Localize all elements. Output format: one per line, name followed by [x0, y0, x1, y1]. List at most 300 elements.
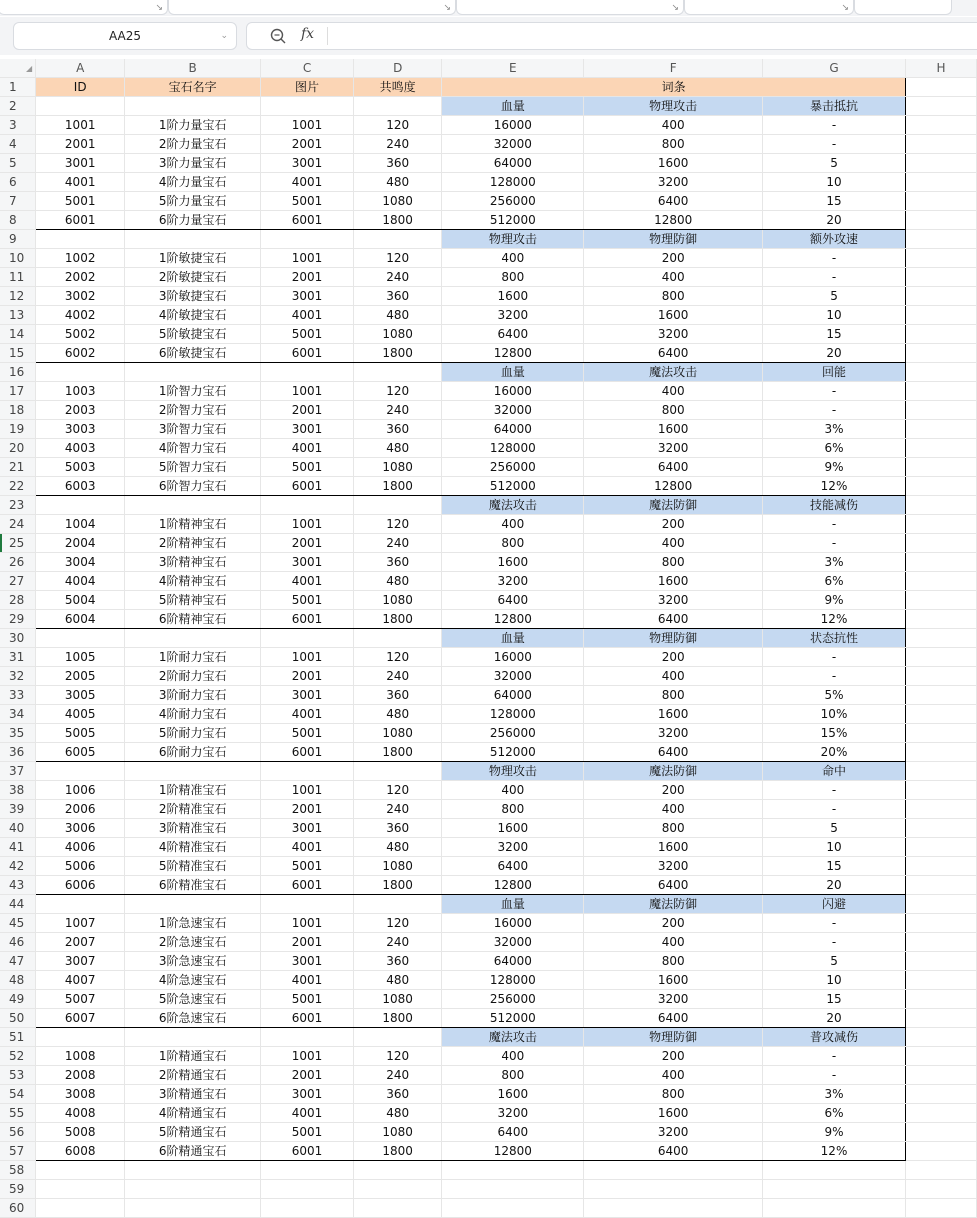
cell[interactable]: 120 [354, 116, 442, 135]
cell[interactable]: 480 [354, 306, 442, 325]
cell[interactable]: 12% [763, 477, 906, 496]
cell[interactable] [905, 686, 976, 705]
cell[interactable] [261, 762, 354, 781]
cell[interactable]: 5001 [261, 857, 354, 876]
cell[interactable] [36, 895, 125, 914]
cell[interactable] [36, 363, 125, 382]
cell[interactable]: 9% [763, 591, 906, 610]
cell[interactable] [905, 1123, 976, 1142]
cell[interactable]: 2001 [36, 135, 125, 154]
cell[interactable] [905, 173, 976, 192]
row-header[interactable]: 18 [0, 401, 36, 420]
row-header[interactable]: 46 [0, 933, 36, 952]
row-header[interactable]: 48 [0, 971, 36, 990]
cell[interactable]: 800 [584, 1085, 763, 1104]
name-box[interactable] [13, 22, 237, 50]
cell[interactable] [905, 135, 976, 154]
cell[interactable]: 6400 [584, 344, 763, 363]
row-header[interactable]: 17 [0, 382, 36, 401]
row-header[interactable]: 9 [0, 230, 36, 249]
header-id[interactable]: ID [36, 78, 125, 97]
cell[interactable] [125, 895, 261, 914]
cell[interactable]: 480 [354, 173, 442, 192]
cell[interactable]: 5阶力量宝石 [125, 192, 261, 211]
cell[interactable]: 5阶精准宝石 [125, 857, 261, 876]
cell[interactable]: 2阶精通宝石 [125, 1066, 261, 1085]
stat-header[interactable]: 魔法攻击 [442, 1028, 584, 1047]
cell[interactable]: 20 [763, 211, 906, 230]
cell[interactable]: 400 [584, 268, 763, 287]
cell[interactable]: 3% [763, 1085, 906, 1104]
cell[interactable]: 1阶急速宝石 [125, 914, 261, 933]
cell[interactable]: 4001 [261, 971, 354, 990]
cell[interactable] [905, 325, 976, 344]
cell[interactable]: 2005 [36, 667, 125, 686]
cell[interactable]: 1阶精神宝石 [125, 515, 261, 534]
cell[interactable]: 5阶敏捷宝石 [125, 325, 261, 344]
cell[interactable]: 3200 [584, 724, 763, 743]
cell[interactable]: 2002 [36, 268, 125, 287]
dialog-launcher-icon[interactable]: ↘ [443, 3, 451, 13]
cell[interactable]: 800 [442, 800, 584, 819]
cell[interactable]: 800 [584, 401, 763, 420]
cell[interactable] [905, 97, 976, 116]
cell[interactable] [763, 1161, 906, 1180]
cell[interactable] [905, 363, 976, 382]
stat-header[interactable]: 暴击抵抗 [763, 97, 906, 116]
row-header[interactable]: 8 [0, 211, 36, 230]
cell[interactable] [442, 1161, 584, 1180]
cell[interactable]: 5001 [261, 1123, 354, 1142]
cell[interactable]: 1080 [354, 325, 442, 344]
cell[interactable]: 1600 [442, 553, 584, 572]
cell[interactable] [125, 1028, 261, 1047]
row-header[interactable]: 31 [0, 648, 36, 667]
cell[interactable]: 9% [763, 458, 906, 477]
cell[interactable]: 512000 [442, 743, 584, 762]
cell[interactable]: 10 [763, 173, 906, 192]
row-header[interactable]: 5 [0, 154, 36, 173]
cell[interactable]: 4001 [261, 705, 354, 724]
cell[interactable]: 1阶智力宝石 [125, 382, 261, 401]
cell[interactable]: 240 [354, 268, 442, 287]
cell[interactable]: 1600 [584, 154, 763, 173]
cell[interactable]: 4阶精通宝石 [125, 1104, 261, 1123]
cell[interactable]: 32000 [442, 401, 584, 420]
cell[interactable]: 64000 [442, 952, 584, 971]
column-header-d[interactable]: D [354, 59, 442, 78]
cell[interactable]: 1800 [354, 1009, 442, 1028]
cell[interactable] [36, 762, 125, 781]
cell[interactable]: 6阶精通宝石 [125, 1142, 261, 1161]
cell[interactable]: 480 [354, 1104, 442, 1123]
cell[interactable]: 4004 [36, 572, 125, 591]
cell[interactable]: 3200 [442, 838, 584, 857]
row-header[interactable]: 32 [0, 667, 36, 686]
cell[interactable]: 4阶智力宝石 [125, 439, 261, 458]
cell[interactable]: 64000 [442, 420, 584, 439]
cell[interactable]: 1080 [354, 857, 442, 876]
stat-header[interactable]: 血量 [442, 97, 584, 116]
cell[interactable] [905, 230, 976, 249]
cell[interactable]: 5 [763, 154, 906, 173]
cell[interactable]: 5003 [36, 458, 125, 477]
cell[interactable]: 32000 [442, 135, 584, 154]
header-name[interactable]: 宝石名字 [125, 78, 261, 97]
cell[interactable]: 6400 [584, 1142, 763, 1161]
cell[interactable]: 800 [584, 819, 763, 838]
row-header[interactable]: 58 [0, 1161, 36, 1180]
cell[interactable] [261, 895, 354, 914]
cell[interactable]: 4001 [261, 572, 354, 591]
cell[interactable] [261, 1161, 354, 1180]
cell[interactable] [905, 401, 976, 420]
cell[interactable]: 256000 [442, 724, 584, 743]
row-header[interactable]: 23 [0, 496, 36, 515]
cell[interactable]: 1001 [261, 116, 354, 135]
cell[interactable]: 6002 [36, 344, 125, 363]
cell[interactable]: 2001 [261, 667, 354, 686]
stat-header[interactable]: 物理防御 [584, 629, 763, 648]
cell[interactable]: 3阶精通宝石 [125, 1085, 261, 1104]
cell[interactable] [261, 230, 354, 249]
cell[interactable]: 2003 [36, 401, 125, 420]
cell[interactable]: 3200 [442, 572, 584, 591]
cell[interactable]: 2001 [261, 534, 354, 553]
cell[interactable]: 128000 [442, 971, 584, 990]
cell[interactable]: 6阶精神宝石 [125, 610, 261, 629]
cell[interactable]: 3006 [36, 819, 125, 838]
cell[interactable]: 3阶智力宝石 [125, 420, 261, 439]
row-header[interactable]: 28 [0, 591, 36, 610]
cell[interactable]: 6% [763, 572, 906, 591]
cell[interactable]: 1001 [261, 1047, 354, 1066]
cell[interactable]: 2阶智力宝石 [125, 401, 261, 420]
cell[interactable] [905, 838, 976, 857]
stat-header[interactable]: 血量 [442, 895, 584, 914]
cell[interactable]: - [763, 914, 906, 933]
row-header[interactable]: 13 [0, 306, 36, 325]
row-header[interactable]: 15 [0, 344, 36, 363]
cell[interactable]: 3% [763, 553, 906, 572]
cell[interactable]: 1006 [36, 781, 125, 800]
dialog-launcher-icon[interactable]: ↘ [671, 3, 679, 13]
cell[interactable]: 1001 [261, 648, 354, 667]
cell[interactable]: 2008 [36, 1066, 125, 1085]
chevron-down-icon[interactable]: ⌄ [220, 31, 228, 41]
cell[interactable]: 6001 [261, 477, 354, 496]
row-header[interactable]: 36 [0, 743, 36, 762]
cell[interactable]: 15 [763, 325, 906, 344]
cell[interactable]: 6006 [36, 876, 125, 895]
cell[interactable]: 32000 [442, 667, 584, 686]
toolbar-group-5[interactable] [854, 0, 952, 15]
cell[interactable]: 1080 [354, 458, 442, 477]
cell[interactable]: 4007 [36, 971, 125, 990]
row-header[interactable]: 50 [0, 1009, 36, 1028]
row-header[interactable]: 16 [0, 363, 36, 382]
cell[interactable]: - [763, 667, 906, 686]
cell[interactable]: 5001 [36, 192, 125, 211]
cell[interactable]: 3200 [584, 591, 763, 610]
row-header[interactable]: 22 [0, 477, 36, 496]
cell[interactable]: 1080 [354, 192, 442, 211]
cell[interactable]: 4阶力量宝石 [125, 173, 261, 192]
cell[interactable]: 800 [584, 952, 763, 971]
cell[interactable]: 5002 [36, 325, 125, 344]
cell[interactable] [905, 211, 976, 230]
cell[interactable]: 1600 [442, 1085, 584, 1104]
cell[interactable] [905, 154, 976, 173]
cell[interactable]: 1阶敏捷宝石 [125, 249, 261, 268]
cell[interactable]: 360 [354, 686, 442, 705]
cell[interactable] [354, 629, 442, 648]
cell[interactable]: 2阶力量宝石 [125, 135, 261, 154]
cell[interactable] [905, 667, 976, 686]
cell[interactable]: 2007 [36, 933, 125, 952]
row-header[interactable]: 60 [0, 1199, 36, 1218]
cell[interactable]: 20 [763, 876, 906, 895]
cell[interactable]: 256000 [442, 192, 584, 211]
cell[interactable] [763, 1180, 906, 1199]
cell[interactable]: 6001 [36, 211, 125, 230]
cell[interactable] [905, 591, 976, 610]
cell[interactable]: 6400 [442, 591, 584, 610]
cell[interactable] [905, 1199, 976, 1218]
cell[interactable]: - [763, 515, 906, 534]
cell[interactable] [125, 1199, 261, 1218]
cell[interactable] [905, 116, 976, 135]
cell[interactable] [125, 230, 261, 249]
cell[interactable]: 800 [442, 534, 584, 553]
row-header[interactable]: 54 [0, 1085, 36, 1104]
cell[interactable] [354, 363, 442, 382]
cell[interactable]: 1阶耐力宝石 [125, 648, 261, 667]
cell[interactable]: 3001 [36, 154, 125, 173]
cell[interactable]: 1800 [354, 477, 442, 496]
cell[interactable]: 15 [763, 990, 906, 1009]
cell[interactable] [905, 420, 976, 439]
cell[interactable]: 120 [354, 648, 442, 667]
cell[interactable]: 800 [442, 1066, 584, 1085]
stat-header[interactable]: 技能减伤 [763, 496, 906, 515]
row-header[interactable]: 56 [0, 1123, 36, 1142]
cell[interactable]: 480 [354, 971, 442, 990]
cell[interactable]: 6% [763, 1104, 906, 1123]
row-header[interactable]: 21 [0, 458, 36, 477]
cell[interactable] [905, 1142, 976, 1161]
toolbar-group-4[interactable] [684, 0, 854, 15]
cell[interactable]: 1080 [354, 990, 442, 1009]
cell[interactable] [354, 1161, 442, 1180]
cell[interactable]: 400 [584, 382, 763, 401]
cell[interactable] [584, 1199, 763, 1218]
cell[interactable] [354, 230, 442, 249]
cell[interactable]: 128000 [442, 173, 584, 192]
row-header[interactable]: 3 [0, 116, 36, 135]
row-header[interactable]: 6 [0, 173, 36, 192]
cell[interactable]: 120 [354, 781, 442, 800]
cell[interactable] [905, 306, 976, 325]
cell[interactable] [905, 553, 976, 572]
cell[interactable] [905, 952, 976, 971]
cell[interactable]: 400 [442, 249, 584, 268]
stat-header[interactable]: 血量 [442, 629, 584, 648]
row-header[interactable]: 35 [0, 724, 36, 743]
cell[interactable] [36, 496, 125, 515]
cell[interactable]: 5阶精神宝石 [125, 591, 261, 610]
cell[interactable] [905, 439, 976, 458]
cell[interactable]: 15 [763, 192, 906, 211]
row-header[interactable]: 11 [0, 268, 36, 287]
cell[interactable] [905, 534, 976, 553]
cell[interactable]: 1800 [354, 344, 442, 363]
cell[interactable] [36, 629, 125, 648]
cell[interactable]: 3001 [261, 819, 354, 838]
row-header[interactable]: 37 [0, 762, 36, 781]
fx-icon[interactable]: fx [301, 26, 315, 42]
cell[interactable]: 6400 [584, 458, 763, 477]
cell[interactable]: 1002 [36, 249, 125, 268]
cell[interactable]: 3003 [36, 420, 125, 439]
cell[interactable]: 1600 [442, 287, 584, 306]
cell[interactable]: 120 [354, 382, 442, 401]
cell[interactable] [905, 800, 976, 819]
cell[interactable]: 12800 [442, 876, 584, 895]
cell[interactable]: 400 [584, 1066, 763, 1085]
cell[interactable]: 3200 [442, 306, 584, 325]
cell[interactable]: - [763, 135, 906, 154]
cell[interactable]: 200 [584, 648, 763, 667]
cell[interactable]: 400 [584, 933, 763, 952]
cell[interactable]: - [763, 534, 906, 553]
cell[interactable] [905, 515, 976, 534]
cell[interactable]: 6400 [584, 743, 763, 762]
cell[interactable] [905, 895, 976, 914]
cell[interactable]: 3001 [261, 952, 354, 971]
cell[interactable] [442, 1199, 584, 1218]
cell[interactable]: 480 [354, 439, 442, 458]
cell[interactable]: 5% [763, 686, 906, 705]
cell[interactable]: 12800 [584, 477, 763, 496]
cell[interactable]: 1001 [261, 382, 354, 401]
row-header[interactable]: 12 [0, 287, 36, 306]
cell[interactable] [125, 97, 261, 116]
stat-header[interactable]: 魔法攻击 [442, 496, 584, 515]
cell[interactable]: 3001 [261, 553, 354, 572]
cell[interactable]: 3001 [261, 420, 354, 439]
cell[interactable]: 1600 [584, 306, 763, 325]
cell[interactable]: 512000 [442, 1009, 584, 1028]
cell[interactable]: 1800 [354, 876, 442, 895]
cell[interactable]: 64000 [442, 686, 584, 705]
cell[interactable] [905, 1180, 976, 1199]
row-header[interactable]: 20 [0, 439, 36, 458]
cell[interactable]: 10 [763, 971, 906, 990]
cell[interactable]: 2001 [261, 1066, 354, 1085]
cell[interactable]: 1600 [584, 572, 763, 591]
cell[interactable]: 360 [354, 1085, 442, 1104]
column-header-b[interactable]: B [125, 59, 261, 78]
cell[interactable]: 1005 [36, 648, 125, 667]
cell[interactable]: - [763, 268, 906, 287]
cell[interactable]: 5004 [36, 591, 125, 610]
cell[interactable]: 1600 [584, 420, 763, 439]
stat-header[interactable]: 物理攻击 [442, 230, 584, 249]
cell[interactable]: 5007 [36, 990, 125, 1009]
cell[interactable]: 1600 [442, 819, 584, 838]
cell[interactable] [905, 819, 976, 838]
cell[interactable]: 4008 [36, 1104, 125, 1123]
cell[interactable]: 1600 [584, 971, 763, 990]
cell[interactable]: - [763, 800, 906, 819]
header-image[interactable]: 图片 [261, 78, 354, 97]
cell[interactable]: 1阶力量宝石 [125, 116, 261, 135]
cell[interactable]: 16000 [442, 914, 584, 933]
cell[interactable]: 3001 [261, 1085, 354, 1104]
cell[interactable]: 6003 [36, 477, 125, 496]
cell[interactable]: 3阶敏捷宝石 [125, 287, 261, 306]
cell[interactable]: 3008 [36, 1085, 125, 1104]
cell[interactable]: 1080 [354, 724, 442, 743]
cell[interactable]: 6阶力量宝石 [125, 211, 261, 230]
cell[interactable]: 6001 [261, 610, 354, 629]
row-header[interactable]: 24 [0, 515, 36, 534]
stat-header[interactable]: 血量 [442, 363, 584, 382]
stat-header[interactable]: 魔法防御 [584, 895, 763, 914]
cell[interactable]: 3200 [584, 857, 763, 876]
cell[interactable]: 20 [763, 1009, 906, 1028]
cell[interactable] [354, 97, 442, 116]
cell[interactable]: 3% [763, 420, 906, 439]
cell[interactable]: 2阶精神宝石 [125, 534, 261, 553]
cell[interactable]: 1003 [36, 382, 125, 401]
row-header[interactable]: 41 [0, 838, 36, 857]
row-header[interactable]: 29 [0, 610, 36, 629]
cell[interactable] [905, 1161, 976, 1180]
cell[interactable] [905, 382, 976, 401]
cell[interactable]: 1800 [354, 743, 442, 762]
cell[interactable]: 120 [354, 515, 442, 534]
cell[interactable]: 240 [354, 135, 442, 154]
cell[interactable]: 12% [763, 1142, 906, 1161]
cell[interactable] [125, 1161, 261, 1180]
cell[interactable]: 400 [442, 515, 584, 534]
cell[interactable]: 400 [584, 534, 763, 553]
cell[interactable]: 6阶敏捷宝石 [125, 344, 261, 363]
cell[interactable]: 240 [354, 933, 442, 952]
cell[interactable]: 5 [763, 952, 906, 971]
cell[interactable] [261, 1180, 354, 1199]
cell[interactable]: 1阶精通宝石 [125, 1047, 261, 1066]
cell[interactable]: 400 [584, 667, 763, 686]
row-header[interactable]: 26 [0, 553, 36, 572]
cell[interactable]: 5005 [36, 724, 125, 743]
cell[interactable]: 4阶精准宝石 [125, 838, 261, 857]
zoom-formula-icon[interactable] [269, 27, 287, 45]
cell[interactable] [905, 192, 976, 211]
cell[interactable]: 800 [584, 287, 763, 306]
toolbar-group-2[interactable] [168, 0, 456, 15]
cell[interactable]: 4002 [36, 306, 125, 325]
cell[interactable]: 5阶精通宝石 [125, 1123, 261, 1142]
cell[interactable] [36, 1180, 125, 1199]
cell[interactable] [905, 477, 976, 496]
cell[interactable]: 2阶耐力宝石 [125, 667, 261, 686]
cell[interactable] [905, 268, 976, 287]
cell[interactable]: 6400 [442, 1123, 584, 1142]
cell[interactable]: 800 [584, 135, 763, 154]
